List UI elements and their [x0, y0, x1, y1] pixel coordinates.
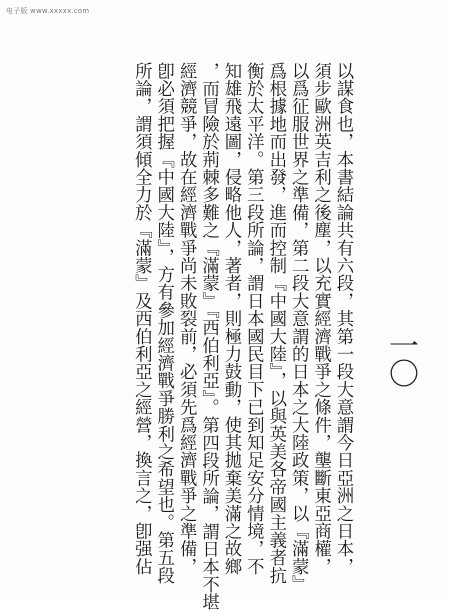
text-column: 以爲征服世界之準備，第二段大意謂的日本之大陸政策，以『滿蒙』 [288, 62, 309, 593]
text-column: 卽必須把握『中國大陸』，方有參加經濟戰爭勝利之希望也。第五段 [153, 62, 174, 585]
text-column: 以謀食也，本書結論共有六段，其第一段大意謂今日亞洲之日本， [333, 62, 353, 576]
text-column: 所論，謂須傾全力於『滿蒙』及西伯利亞之經營，換言之，卽强佔 [131, 62, 152, 576]
text-column: 經濟競爭，故在經濟戰爭尚未敗裂前，必須先爲經濟戰爭之準備， [176, 62, 197, 576]
body-text [130, 62, 354, 611]
text-column: 知雄飛遠圖，侵略他人，著者，則極力鼓動，使其拋棄美滿之故鄉 [220, 62, 241, 576]
text-column: ，而冒險於荊棘多難之『滿蒙』『西伯利亞』。第四段所論，謂日本不堪 [198, 62, 219, 611]
watermark-text: 电子版 www.xxxxx.com [6, 7, 90, 15]
text-column: 衡於太平洋。第三段所論，謂日本國民目下已到知足安分情境，不 [243, 62, 264, 576]
text-column: 須步歐洲英吉利之後塵，以充實經濟戰爭之條件，壟斷東亞商權， [310, 62, 331, 576]
text-column: 爲根據地而出發，進而控制『中國大陸』，以與英美各帝國主義者抗 [265, 62, 286, 585]
page-number: 一〇 [383, 330, 418, 386]
